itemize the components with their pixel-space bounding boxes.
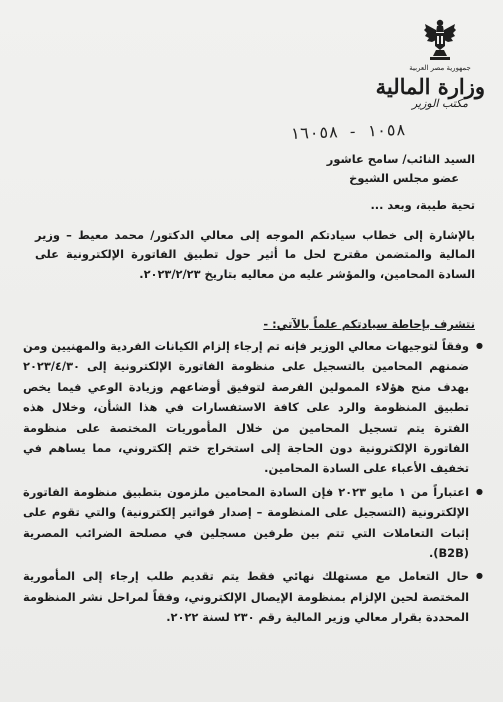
letterhead-country: جمهورية مصر العربية — [409, 64, 471, 72]
reference-number: ١٠٥٨ - ١٦٠٥٨ — [289, 119, 406, 144]
letterhead — [375, 18, 485, 110]
bullet-list — [23, 336, 483, 631]
addressee-name: السيد النائب/ سامح عاشور — [326, 152, 475, 166]
addressee-title: عضو مجلس الشيوخ — [349, 171, 459, 185]
letterhead-ministry: وزارة المالية — [375, 74, 485, 99]
eagle-emblem-icon — [423, 18, 457, 62]
bullet-item: ● اعتباراً من ١ مايو ٢٠٢٣ فإن السادة المحامين ملزمون بتطبيق منظومة الفاتورة الإلكترونية (التسجيل على المنظومة – إصدار فواتير إلكترونية) والتي تقوم على إثبات التعاملات التي تتم بين طرفين مسجلين في مصلحة الضرائب المصرية (B2B). — [23, 482, 483, 564]
letterhead-office: مكتب الوزير — [411, 97, 469, 110]
subject-line: نتشرف بإحاطة سيادتكم علماً بالآتي: - — [263, 317, 475, 331]
greeting: تحية طيبة، وبعد ... — [370, 198, 475, 212]
bullet-item: ● وفقاً لتوجيهات معالي الوزير فإنه تم إرجاء إلزام الكيانات الفردية والمهنيين ومن ضمنهم المحامين بالتسجيل على منظومة الفاتورة الإلكترونية إلى ٢٠٢٣/٤/٣٠ بهدف منح هؤلاء الممولين الفرصة لتوفيق أوضاعهم وزيادة الوعي فيما يخص تطبيق المنظومة والرد على كافة الاستفسارات في هذا الشأن، وخلال هذه الفترة يتم تسجيل المحامين من خلال المأموريات المختصة على منظومة الفاتورة الإلكترونية دون الحاجة إلى استخراج ختم إلكتروني، مما يساهم في تخفيف الأعباء على السادة المحامين. — [23, 336, 483, 479]
bullet-item: ● حال التعامل مع مستهلك نهائي فقط يتم تقديم طلب إرجاء إلى المأمورية المختصة لحين الإلزام بمنظومة الإيصال الإلكتروني، وفقاً لمراحل نشر المنظومة المحددة بقرار معالي وزير المالية رقم ٢٣٠ لسنة ٢٠٢٢. — [23, 566, 483, 627]
intro-paragraph: بالإشارة إلى خطاب سيادتكم الموجه إلى معالي الدكتور/ محمد معيط – وزير المالية والمتضمن مقترح لحل ما أثير حول تطبيق الفاتورة الإلكترونية على السادة المحامين، والمؤشر عليه من معاليه بتاريخ ٢٠٢٣/٢/٢٣. — [35, 228, 475, 281]
